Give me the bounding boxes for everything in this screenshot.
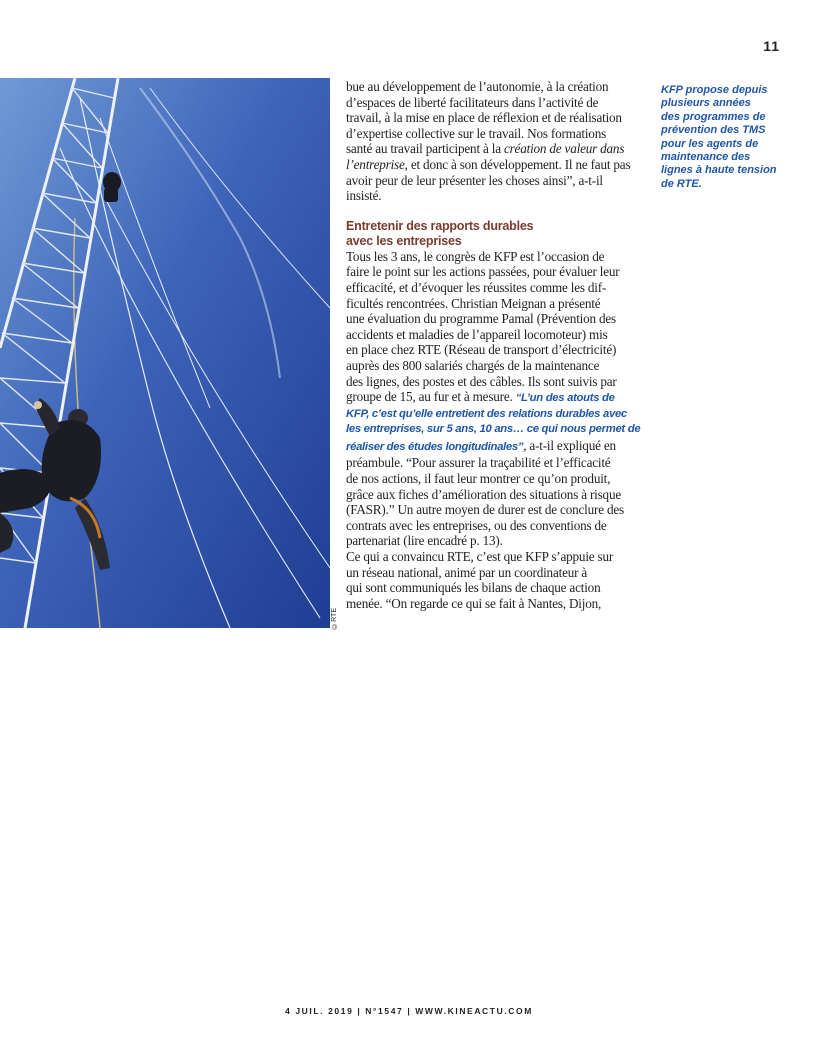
text-line: préambule. “Pour assurer la traçabilité et l’efficacité [346,455,611,471]
text-line [346,157,646,173]
subheading-line: avec les entreprises [346,233,462,248]
caption-line: lignes à haute tension [661,164,777,177]
text-line: contrats avec les entreprises, ou des conventions de [346,517,607,533]
text-line: (FASR).” Un autre moyen de durer est de conclure des [346,502,624,518]
text-line: accidents et maladies de l’appareil locomoteur) mis [346,326,608,342]
text-line: un réseau national, animé par un coordinateur à [346,564,588,580]
caption-line: maintenance des [661,151,751,164]
text-line: en place chez RTE (Réseau de transport d’électricité) [346,342,617,358]
caption-line: pour les agents de [661,137,759,150]
body-paragraph [346,249,646,612]
caption-line: prévention des TMS [661,124,766,137]
text-line [346,438,646,456]
text-line: d’espaces de liberté facilitateurs dans l’activité de [346,94,599,110]
text-line [346,389,646,407]
caption-line: des programmes de [661,110,766,123]
pull-quote: “L’un des atouts de [515,392,615,405]
page-footer: 4 JUIL. 2019 | N°1547 | WWW.KINEACTU.COM [285,1006,533,1016]
text-line: insisté. [346,188,382,204]
text-line: auprès des 800 salariés chargés de la maintenance [346,357,600,373]
photo-illustration [0,78,330,628]
article-body [346,79,646,611]
page-number: 11 [763,38,780,54]
italic-phrase: création de valeur dans [503,141,625,157]
text-line: grâce aux fiches d’amélioration des situations à risque [346,486,621,502]
text-run: groupe de 15, au fur et à mesure. [346,389,516,405]
caption-line: de RTE. [661,177,702,190]
photo-lineworker-pylon [0,78,330,628]
text-line: Ce qui a convaincu RTE, c’est que KFP s’appuie sur [346,549,614,565]
text-line: bue au développement de l’autonomie, à la création [346,79,609,94]
pull-quote-line: KFP, c’est qu’elle entretient des relations durables avec [346,407,627,420]
text-line: ficultés rencontrées. Christian Meignan a présenté [346,295,601,311]
text-line: avoir peur de leur présenter les choses ainsi”, a-t-il [346,172,603,188]
italic-phrase: l’entreprise [346,156,405,172]
section-subheading [346,219,646,249]
subheading-line: Entretenir des rapports durables [346,218,534,233]
photo-caption [661,84,786,191]
text-line: faire le point sur les actions passées, pour évaluer leur [346,264,620,280]
text-line: d’expertise collective sur le travail. Nos formations [346,125,607,141]
photo-credit: ©RTE [331,608,338,629]
text-line: qui sont communiqués les bilans de chaque action [346,580,601,596]
text-line: partenariat (lire encadré p. 13). [346,533,503,549]
intro-paragraph [346,79,646,204]
text-line: Tous les 3 ans, le congrès de KFP est l’occasion de [346,248,605,264]
caption-line: plusieurs années [661,97,751,110]
text-line [346,141,646,157]
pull-quote: réaliser des études longitudinales” [346,440,524,453]
text-line: des lignes, des postes et des câbles. Ils sont suivis par [346,373,617,389]
text-line: menée. “On regarde ce qui se fait à Nantes, Dijon, [346,595,602,611]
text-run: , a-t-il expliqué en [523,437,616,453]
text-run: , et donc à son développement. Il ne faut pas [404,156,631,172]
caption-line: KFP propose depuis [661,84,768,96]
text-line: une évaluation du programme Pamal (Prévention des [346,311,616,327]
text-line: travail, à la mise en place de réflexion et de réalisation [346,110,622,126]
text-line: de nos actions, il faut leur montrer ce qu’on produit, [346,471,611,487]
text-line: efficacité, et d’évoquer les réussites comme les dif- [346,279,607,295]
pull-quote-line: les entreprises, sur 5 ans, 10 ans… ce qui nous permet de [346,423,641,436]
text-run: santé au travail participent à la [346,141,504,157]
